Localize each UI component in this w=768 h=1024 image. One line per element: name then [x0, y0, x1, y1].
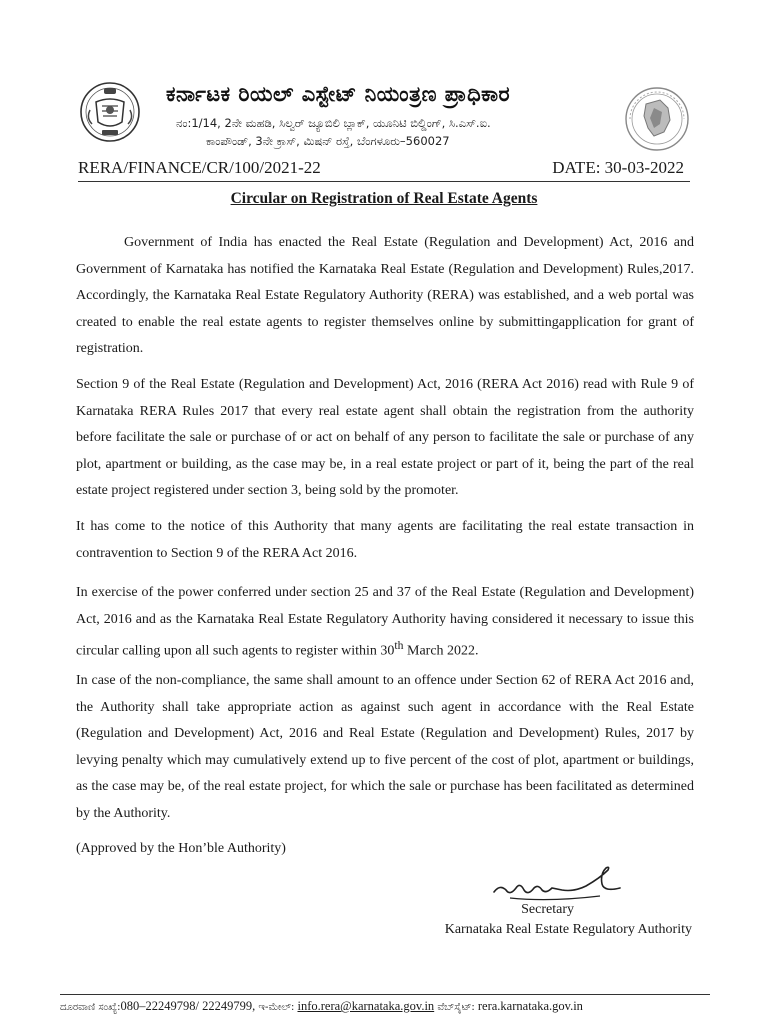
phone-number: 080–22249798/ 22249799,	[120, 999, 256, 1013]
paragraph-4-main: In exercise of the power conferred under section 25 and 37 of the Real Estate (Regulation and Development) Act, 2016 and as the Karnataka Real Estate Regulatory Authority having considered it necessary to issue this circular calling upon all such agents to register within 30	[76, 585, 694, 659]
paragraph-1-text: Government of India has enacted the Real Estate (Regulation and Development) Act, 2016 and Government of Karnataka has notified the Karnataka Real Estate (Regulation and Development) Rules,2017. Accordingly, the Karnataka Real Estate Regulatory Authority (RERA) was established, and a web portal was created to enable the real estate agents to register themselves online by submittingapplication for grant of registration.	[76, 235, 694, 356]
signature-mark	[490, 862, 630, 906]
paragraph-2	[76, 372, 694, 505]
paragraph-4-text	[76, 580, 694, 665]
circular-subject: Circular on Registration of Real Estate Agents	[230, 190, 538, 207]
email-label: ಇ-ಮೇಲ್:	[258, 1002, 295, 1013]
website-label: ವೆಬ್‌ಸೈಟ್:	[437, 1002, 475, 1013]
email-link[interactable]: info.rera@karnataka.gov.in	[297, 999, 435, 1013]
paragraph-2-text: Section 9 of the Real Estate (Regulation and Development) Act, 2016 (RERA Act 2016) read with Rule 9 of Karnataka RERA Rules 2017 that every real estate agent shall obtain the registration from the authority before facilitate the sale or purchase of or act on behalf of any person to facilitate the sale or purchase of any plot, apartment or building, as the case may be, in a real estate project or part of it, being the part of the real estate project registered under section 3, being sold by the promoter.	[76, 377, 694, 498]
reference-number: RERA/FINANCE/CR/100/2021-22	[78, 158, 321, 177]
paragraph-1	[76, 230, 694, 363]
authority-name-kannada: ಕರ್ನಾಟಕ ರಿಯಲ್ ಎಸ್ಟೇಟ್ ನಿಯಂತ್ರಣ ಪ್ರಾಧಿಕಾರ	[166, 82, 511, 106]
approval-note-text: (Approved by the Hon’ble Authority)	[76, 841, 286, 856]
paragraph-4-end: March 2022.	[403, 643, 479, 659]
reference-line	[78, 158, 690, 182]
website-link[interactable]: rera.karnataka.gov.in	[477, 999, 583, 1013]
letterhead	[78, 78, 690, 150]
rera-seal-icon	[624, 86, 690, 152]
karnataka-emblem-icon	[78, 80, 142, 144]
signatory-organization: Karnataka Real Estate Regulatory Authority	[444, 922, 692, 937]
signatory-title: Secretary	[521, 902, 574, 917]
paragraph-5-text: In case of the non-compliance, the same shall amount to an offence under Section 62 of RERA Act 2016 and, the Authority shall take appropriate action as against such agent in accordance with the Real Estate (Regulation and Development) Act, 2016 and Real Estate (Regulation and Development) Rules, 2017 by levying penalty which may cumulatively extend up to five percent of the cost of plot, apartment or buildings, as the case may be, of the real estate project, for which the sale or purchase has been facilitated as determined by the Authority.	[76, 673, 694, 821]
address-line-1: ನಂ:1/14, 2ನೇ ಮಹಡಿ, ಸಿಲ್ವರ್ ಜ್ಯೂಬಿಲಿ ಬ್ಲಾಕ್, ಯೂನಿಟಿ ಬಿಲ್ಡಿಂಗ್, ಸಿ.ಎಸ್.ಐ.	[176, 116, 491, 130]
phone-label: ದೂರವಾಣಿ ಸಂಖ್ಯೆ:	[60, 1002, 121, 1013]
contact-footer	[60, 994, 710, 1014]
circular-date: DATE: 30-03-2022	[552, 158, 684, 177]
paragraph-5	[76, 668, 694, 827]
approval-note	[76, 836, 694, 863]
ordinal-suffix: th	[394, 639, 404, 652]
paragraph-3	[76, 514, 694, 567]
address-line-2: ಕಾಂಪೌಂಡ್, 3ನೇ ಕ್ರಾಸ್, ಮಿಷನ್ ರಸ್ತೆ, ಬೆಂಗಳೂರು–560027	[206, 134, 450, 148]
paragraph-3-text: It has come to the notice of this Authority that many agents are facilitating the real estate transaction in contravention to Section 9 of the RERA Act 2016.	[76, 519, 694, 561]
paragraph-4	[76, 580, 694, 665]
signature-block	[412, 862, 692, 942]
